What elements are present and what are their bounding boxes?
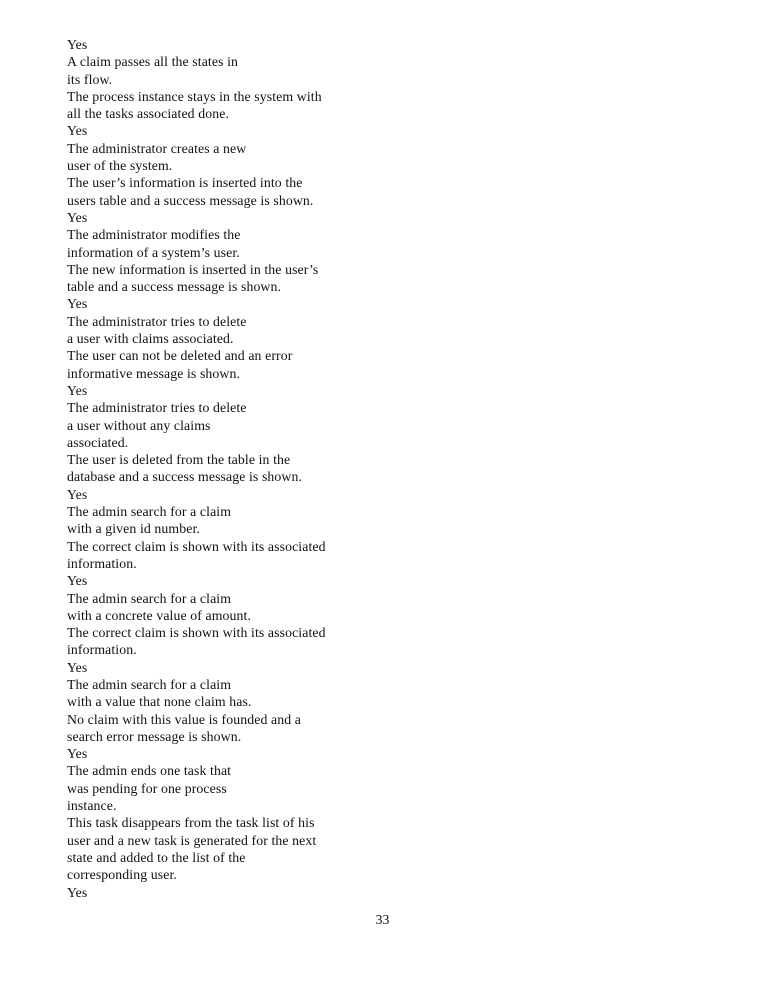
text-line: search error message is shown. [67,728,242,744]
text-line: The correct claim is shown with its associated [67,625,326,641]
text-line: Yes [67,123,88,139]
text-line: The administrator creates a new [67,140,247,156]
text-line: database and a success message is shown. [67,469,303,485]
text-line: its flow. [67,71,113,87]
text-line: No claim with this value is founded and a [67,711,301,727]
text-line: with a given id number. [67,521,200,537]
text-line: information. [67,555,137,571]
text-line: Yes [67,296,88,312]
text-line: a user with claims associated. [67,331,234,347]
text-line: This task disappears from the task list of his [67,815,315,831]
text-line: Yes [67,659,88,675]
text-line: The administrator tries to delete [67,313,247,329]
text-line: state and added to the list of the [67,849,246,865]
text-line: corresponding user. [67,867,177,883]
text-line: The user’s information is inserted into the [67,175,303,191]
text-line: informative message is shown. [67,365,241,381]
text-line: a user without any claims [67,417,211,433]
text-line: The correct claim is shown with its associated [67,538,326,554]
text-line: table and a success message is shown. [67,279,282,295]
text-line: all the tasks associated done. [67,106,230,122]
text-line: Yes [67,209,88,225]
text-line: The new information is inserted in the user’s [67,261,319,277]
text-line: Yes [67,486,88,502]
text-line: The user can not be deleted and an error [67,348,293,364]
text-line: The admin search for a claim [67,676,232,692]
text-line: The admin search for a claim [67,590,232,606]
text-line: instance. [67,798,117,814]
text-line: The admin ends one task that [67,763,232,779]
text-line: associated. [67,434,129,450]
text-line: user of the system. [67,158,173,174]
text-line: Yes [67,573,88,589]
text-line: information. [67,642,137,658]
text-line: Yes [67,382,88,398]
text-line: user and a new task is generated for the next [67,832,317,848]
text-line: The process instance stays in the system with [67,88,322,104]
text-line: with a concrete value of amount. [67,607,252,623]
text-line: users table and a success message is shown. [67,192,314,208]
text-line: Yes [67,746,88,762]
text-line: The administrator modifies the [67,227,241,243]
text-line: Yes [67,37,88,52]
text-line: information of a system’s user. [67,244,240,260]
text-line: Yes [67,884,88,900]
text-line: was pending for one process [67,780,227,796]
text-line: A claim passes all the states in [67,54,239,70]
text-line: The admin search for a claim [67,504,232,520]
text-line: The administrator tries to delete [67,400,247,416]
text-block [67,36,687,901]
text-line: with a value that none claim has. [67,694,252,710]
text-line: The user is deleted from the table in the [67,452,291,468]
page-number: 33 [375,912,390,927]
